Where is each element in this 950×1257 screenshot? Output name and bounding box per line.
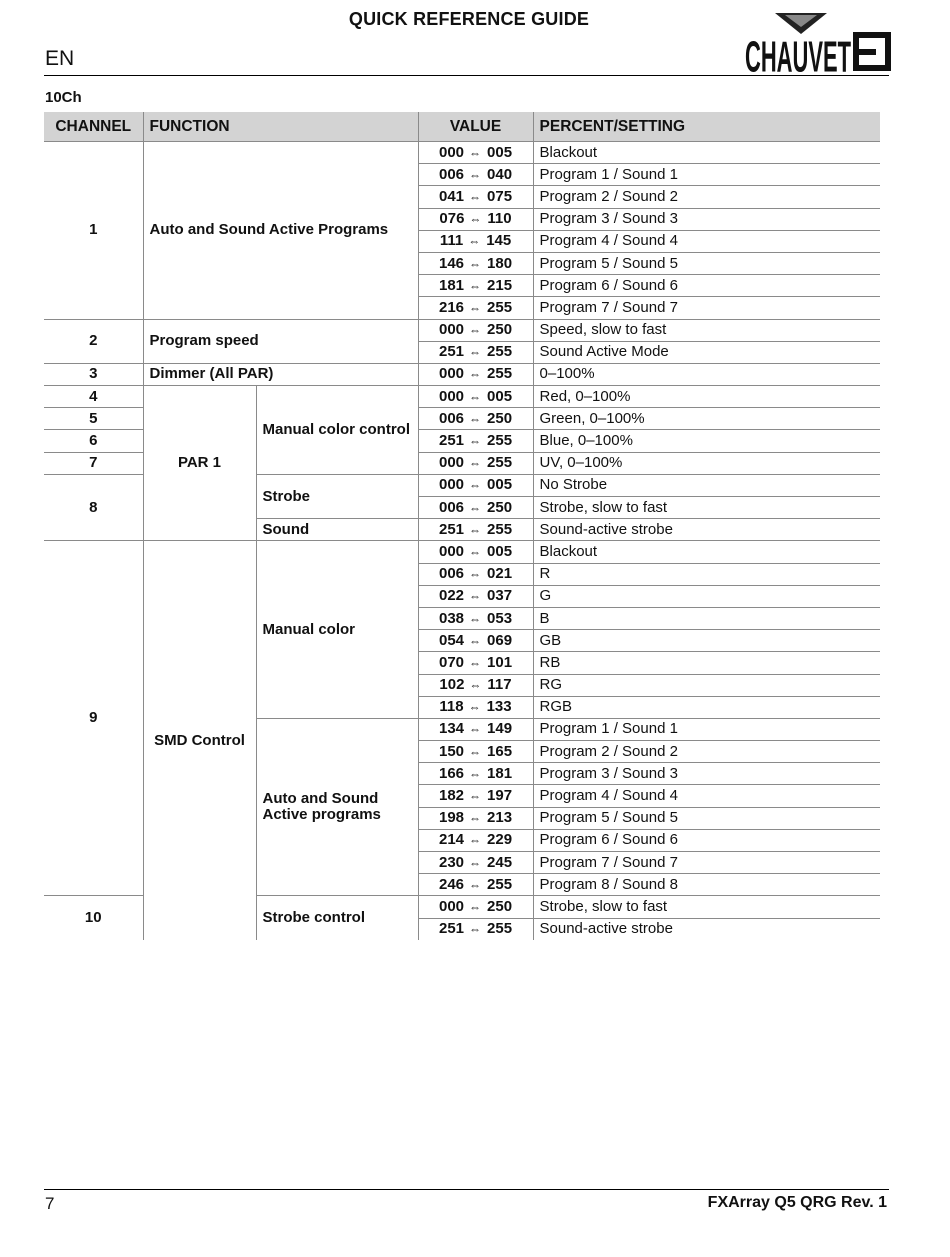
value-from: 000 (438, 143, 465, 161)
setting-cell: Program 2 / Sound 2 (533, 186, 880, 208)
value-to: 180 (487, 254, 513, 272)
value-range (418, 785, 533, 807)
value-to: 145 (486, 232, 512, 250)
range-arrow-icon: ⇔ (469, 589, 482, 604)
value-to: 215 (487, 276, 513, 294)
setting-cell: Program 4 / Sound 4 (533, 785, 880, 807)
setting-cell: Program 3 / Sound 3 (533, 208, 880, 230)
setting-cell: Sound-active strobe (533, 519, 880, 541)
footer-rule (44, 1189, 889, 1190)
value-range (418, 497, 533, 519)
value-from: 000 (438, 542, 465, 560)
svg-text:CHAUVET: CHAUVET (745, 32, 851, 82)
range-arrow-icon: ⇔ (469, 633, 482, 648)
setting-cell: RB (533, 652, 880, 674)
value-from: 041 (438, 187, 465, 205)
range-arrow-icon: ⇔ (469, 300, 482, 315)
setting-cell: Program 2 / Sound 2 (533, 741, 880, 763)
setting-cell: Strobe, slow to fast (533, 896, 880, 918)
value-to: 250 (487, 409, 513, 427)
function-cell: Dimmer (All PAR) (143, 363, 418, 385)
value-from: 000 (438, 387, 465, 405)
setting-cell: G (533, 585, 880, 607)
value-range (418, 252, 533, 274)
value-range (418, 607, 533, 629)
setting-cell: Program 7 / Sound 7 (533, 852, 880, 874)
value-from: 111 (439, 232, 464, 250)
range-arrow-icon: ⇔ (469, 189, 482, 204)
value-range (418, 319, 533, 341)
range-arrow-icon: ⇔ (469, 611, 482, 626)
value-range (418, 408, 533, 430)
setting-cell: GB (533, 630, 880, 652)
value-from: 251 (438, 520, 465, 538)
value-range (418, 386, 533, 408)
setting-cell: Program 7 / Sound 7 (533, 297, 880, 319)
table-row (44, 319, 880, 341)
value-range (418, 341, 533, 363)
document-reference: FXArray Q5 QRG Rev. 1 (707, 1194, 887, 1211)
value-to: 245 (487, 853, 513, 871)
subfunction-cell: Sound (256, 519, 418, 541)
setting-cell: RG (533, 674, 880, 696)
value-range (418, 541, 533, 563)
value-to: 213 (487, 809, 513, 827)
channel-cell: 4 (44, 386, 143, 408)
value-to: 250 (487, 897, 513, 915)
value-range (418, 275, 533, 297)
value-from: 076 (439, 210, 465, 228)
value-range (418, 874, 533, 896)
range-arrow-icon: ⇔ (469, 323, 482, 338)
value-range (418, 208, 533, 230)
value-to: 005 (487, 387, 513, 405)
value-range (418, 807, 533, 829)
value-range (418, 852, 533, 874)
setting-cell: Blackout (533, 142, 880, 164)
value-to: 005 (487, 542, 513, 560)
value-to: 040 (487, 165, 513, 183)
range-arrow-icon: ⇔ (469, 789, 482, 804)
setting-cell: Program 6 / Sound 6 (533, 275, 880, 297)
value-to: 005 (487, 476, 513, 494)
value-range (418, 896, 533, 918)
table-row (44, 541, 880, 563)
value-to: 069 (487, 631, 513, 649)
value-range (418, 674, 533, 696)
value-to: 133 (486, 698, 512, 716)
value-to: 255 (487, 875, 513, 893)
value-from: 006 (438, 165, 465, 183)
value-range (418, 630, 533, 652)
value-to: 075 (487, 187, 513, 205)
channel-cell: 3 (44, 363, 143, 385)
header-function: FUNCTION (143, 112, 418, 142)
range-arrow-icon: ⇔ (469, 855, 482, 870)
setting-cell: Sound Active Mode (533, 341, 880, 363)
range-arrow-icon: ⇔ (469, 456, 482, 471)
value-to: 255 (487, 343, 513, 361)
setting-cell: Strobe, slow to fast (533, 497, 880, 519)
channel-cell: 10 (84, 909, 102, 927)
value-range (418, 763, 533, 785)
range-arrow-icon: ⇔ (469, 744, 482, 759)
value-to: 117 (487, 676, 512, 694)
value-to: 255 (487, 520, 513, 538)
value-to: 255 (487, 454, 513, 472)
value-range (418, 652, 533, 674)
range-arrow-icon: ⇔ (468, 234, 481, 249)
value-from: 246 (438, 875, 465, 893)
range-arrow-icon: ⇔ (469, 678, 482, 693)
setting-cell: Program 5 / Sound 5 (533, 807, 880, 829)
range-arrow-icon: ⇔ (469, 256, 482, 271)
range-arrow-icon: ⇔ (469, 367, 482, 382)
setting-cell: Program 1 / Sound 1 (533, 164, 880, 186)
header-rule (44, 75, 889, 76)
range-arrow-icon: ⇔ (469, 522, 482, 537)
subfunction-cell: Strobe (256, 474, 418, 518)
range-arrow-icon: ⇔ (469, 811, 482, 826)
value-from: 006 (438, 498, 465, 516)
value-from: 214 (438, 831, 465, 849)
value-range (418, 474, 533, 496)
range-arrow-icon: ⇔ (469, 899, 482, 914)
value-to: 021 (487, 565, 513, 583)
subfunction-cell: Auto and Sound Active programs (256, 718, 418, 896)
value-from: 118 (439, 698, 464, 716)
function-cell: Auto and Sound Active Programs (143, 142, 418, 320)
channel-cell: 6 (44, 430, 143, 452)
setting-cell: Speed, slow to fast (533, 319, 880, 341)
setting-cell: Program 5 / Sound 5 (533, 252, 880, 274)
value-from: 216 (438, 298, 465, 316)
setting-cell: Program 4 / Sound 4 (533, 230, 880, 252)
setting-cell: Program 1 / Sound 1 (533, 718, 880, 740)
value-from: 006 (438, 409, 465, 427)
subfunction-cell: Strobe control (256, 896, 418, 940)
setting-cell: Blue, 0–100% (533, 430, 880, 452)
value-to: 197 (487, 787, 513, 805)
range-arrow-icon: ⇔ (469, 567, 482, 582)
chauvet-dj-logo (745, 13, 890, 82)
range-arrow-icon: ⇔ (469, 345, 482, 360)
setting-cell: Sound-active strobe (533, 918, 880, 940)
channel-cell: 1 (44, 142, 143, 320)
range-arrow-icon: ⇔ (469, 500, 482, 515)
setting-cell: 0–100% (533, 363, 880, 385)
range-arrow-icon: ⇔ (469, 167, 482, 182)
channel-cell: 2 (44, 319, 143, 363)
value-from: 150 (438, 742, 465, 760)
channel-cell: 8 (44, 474, 143, 541)
value-to: 255 (487, 298, 513, 316)
setting-cell: Green, 0–100% (533, 408, 880, 430)
range-arrow-icon: ⇔ (469, 766, 482, 781)
range-arrow-icon: ⇔ (469, 411, 482, 426)
value-from: 102 (439, 676, 465, 694)
range-arrow-icon: ⇔ (468, 700, 481, 715)
range-arrow-icon: ⇔ (469, 434, 482, 449)
value-from: 000 (438, 365, 465, 383)
value-from: 000 (438, 321, 465, 339)
value-to: 149 (487, 720, 513, 738)
value-from: 251 (438, 343, 465, 361)
value-range (418, 563, 533, 585)
value-to: 181 (487, 764, 513, 782)
value-from: 166 (438, 764, 465, 782)
value-to: 165 (487, 742, 513, 760)
range-arrow-icon: ⇔ (469, 722, 482, 737)
value-to: 255 (487, 920, 513, 938)
setting-cell: B (533, 607, 880, 629)
header-setting: PERCENT/SETTING (533, 112, 880, 142)
value-range (418, 452, 533, 474)
value-from: 198 (438, 809, 465, 827)
value-from: 181 (438, 276, 465, 294)
value-to: 229 (487, 831, 513, 849)
function-group-cell: PAR 1 (143, 386, 256, 541)
value-range (418, 718, 533, 740)
range-arrow-icon: ⇔ (469, 544, 482, 559)
setting-cell: Program 3 / Sound 3 (533, 763, 880, 785)
table-row (44, 386, 880, 408)
value-to: 110 (487, 210, 512, 228)
value-range (418, 696, 533, 718)
range-arrow-icon: ⇔ (469, 389, 482, 404)
range-arrow-icon: ⇔ (469, 833, 482, 848)
range-arrow-icon: ⇔ (469, 278, 482, 293)
channel-cell: 9 (44, 541, 143, 896)
setting-cell: Red, 0–100% (533, 386, 880, 408)
language-code: EN (45, 47, 75, 70)
value-range (418, 829, 533, 851)
value-from: 251 (438, 432, 465, 450)
table-row (44, 363, 880, 385)
setting-cell: UV, 0–100% (533, 452, 880, 474)
value-from: 000 (438, 454, 465, 472)
value-range (418, 142, 533, 164)
value-to: 255 (487, 365, 513, 383)
dmx-channel-table (44, 112, 880, 940)
value-from: 146 (438, 254, 465, 272)
value-range (418, 186, 533, 208)
value-from: 022 (438, 587, 465, 605)
value-from: 000 (438, 897, 465, 915)
value-to: 037 (487, 587, 513, 605)
setting-cell: RGB (533, 696, 880, 718)
value-from: 182 (438, 787, 465, 805)
value-range (418, 519, 533, 541)
value-to: 250 (487, 498, 513, 516)
header-value: VALUE (418, 112, 533, 142)
range-arrow-icon: ⇔ (469, 212, 482, 227)
section-title: 10Ch (45, 89, 82, 106)
subfunction-cell: Manual color control (256, 386, 418, 475)
range-arrow-icon: ⇔ (469, 145, 482, 160)
value-to: 053 (487, 609, 513, 627)
value-from: 000 (438, 476, 465, 494)
setting-cell: No Strobe (533, 474, 880, 496)
value-from: 006 (438, 565, 465, 583)
setting-cell: R (533, 563, 880, 585)
value-from: 070 (438, 653, 465, 671)
value-range (418, 297, 533, 319)
value-to: 101 (487, 653, 513, 671)
channel-cell: 5 (44, 408, 143, 430)
page-number: 7 (45, 1194, 55, 1213)
setting-cell: Blackout (533, 541, 880, 563)
page-title: QUICK REFERENCE GUIDE (348, 9, 590, 29)
range-arrow-icon: ⇔ (469, 877, 482, 892)
range-arrow-icon: ⇔ (469, 478, 482, 493)
value-to: 255 (487, 432, 513, 450)
value-to: 005 (487, 143, 513, 161)
value-from: 251 (438, 920, 465, 938)
value-from: 134 (438, 720, 465, 738)
value-range (418, 585, 533, 607)
range-arrow-icon: ⇔ (469, 922, 482, 937)
value-from: 230 (438, 853, 465, 871)
value-range (418, 363, 533, 385)
value-range (418, 164, 533, 186)
channel-cell: 7 (44, 452, 143, 474)
table-row (44, 142, 880, 164)
value-range (418, 430, 533, 452)
value-from: 054 (438, 631, 465, 649)
value-range (418, 918, 533, 940)
range-arrow-icon: ⇔ (469, 655, 482, 670)
subfunction-cell: Manual color (256, 541, 418, 719)
value-range (418, 741, 533, 763)
value-to: 250 (487, 321, 513, 339)
function-cell: Program speed (143, 319, 418, 363)
function-group-cell: SMD Control (143, 541, 256, 940)
setting-cell: Program 8 / Sound 8 (533, 874, 880, 896)
value-from: 038 (438, 609, 465, 627)
header-channel: CHANNEL (44, 112, 143, 142)
value-range (418, 230, 533, 252)
setting-cell: Program 6 / Sound 6 (533, 829, 880, 851)
table-header-row (44, 112, 880, 142)
